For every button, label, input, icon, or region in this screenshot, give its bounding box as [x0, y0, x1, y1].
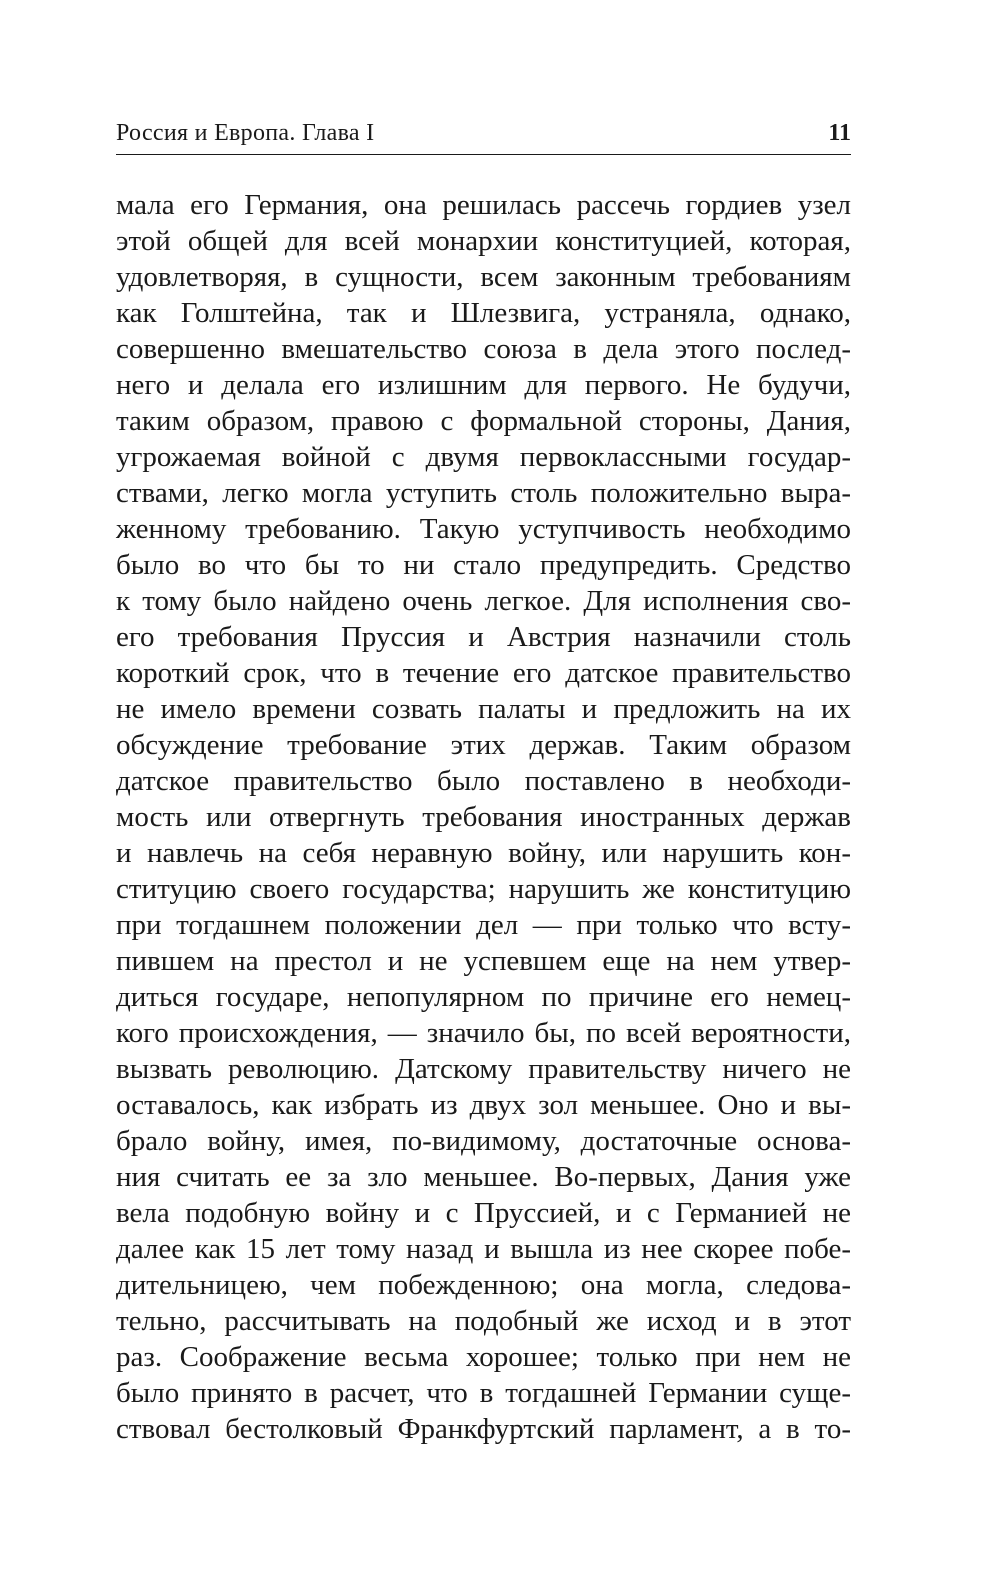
text-line: датское правительство было поставлено в необходи-: [116, 765, 851, 797]
text-line: как Голштейна, так и Шлезвига, устраняла, однако,: [116, 297, 851, 329]
page-number: 11: [828, 120, 851, 146]
text-line: этой общей для всей монархии конституцией, которая,: [116, 225, 851, 257]
text-line: тельно, рассчитывать на подобный же исход и в этот: [116, 1305, 851, 1337]
text-line: мость или отвергнуть требования иностранных держав: [116, 801, 851, 833]
text-line: оставалось, как избрать из двух зол меньшее. Оно и вы-: [116, 1089, 851, 1121]
running-header: [116, 118, 851, 155]
text-line: ствовал бестолковый Франкфуртский парламент, а в то-: [116, 1413, 851, 1445]
text-line: ституцию своего государства; нарушить же конституцию: [116, 873, 851, 905]
text-line: кого происхождения, — значило бы, по всей вероятности,: [116, 1017, 851, 1049]
text-line: совершенно вмешательство союза в дела этого послед-: [116, 333, 851, 365]
text-line: обсуждение требование этих держав. Таким образом: [116, 729, 851, 761]
text-line: него и делала его излишним для первого. Не будучи,: [116, 369, 851, 401]
text-line: не имело времени созвать палаты и предложить на их: [116, 693, 851, 725]
text-line: вела подобную войну и с Пруссией, и с Германией не: [116, 1197, 851, 1229]
text-line: раз. Соображение весьма хорошее; только при нем не: [116, 1341, 851, 1373]
text-line: женному требованию. Такую уступчивость необходимо: [116, 513, 851, 545]
text-line: короткий срок, что в течение его датское правительство: [116, 657, 851, 689]
text-line: было во что бы то ни стало предупредить. Средство: [116, 549, 851, 581]
text-line: и навлечь на себя неравную войну, или нарушить кон-: [116, 837, 851, 869]
body-text: [116, 187, 851, 1447]
text-line: при тогдашнем положении дел — при только что всту-: [116, 909, 851, 941]
text-line: было принято в расчет, что в тогдашней Германии суще-: [116, 1377, 851, 1409]
text-line: ния считать ее за зло меньшее. Во-первых, Дания уже: [116, 1161, 851, 1193]
running-title: Россия и Европа. Глава I: [116, 120, 375, 146]
text-line: таким образом, правою с формальной стороны, Дания,: [116, 405, 851, 437]
text-line: ствами, легко могла уступить столь положительно выра-: [116, 477, 851, 509]
text-line: угрожаемая войной с двумя первоклассными государ-: [116, 441, 851, 473]
text-line: брало войну, имея, по-видимому, достаточные основа-: [116, 1125, 851, 1157]
text-line: к тому было найдено очень легкое. Для исполнения сво-: [116, 585, 851, 617]
text-line: мала его Германия, она решилась рассечь гордиев узел: [116, 189, 851, 221]
text-line: удовлетворяя, в сущности, всем законным требованиям: [116, 261, 851, 293]
text-line: его требования Пруссия и Австрия назначили столь: [116, 621, 851, 653]
text-line: диться государе, непопулярном по причине его немец-: [116, 981, 851, 1013]
text-line: дительницею, чем побежденною; она могла, следова-: [116, 1269, 851, 1301]
text-line: пившем на престол и не успевшем еще на нем утвер-: [116, 945, 851, 977]
text-line: далее как 15 лет тому назад и вышла из нее скорее побе-: [116, 1233, 851, 1265]
text-line: вызвать революцию. Датскому правительству ничего не: [116, 1053, 851, 1085]
